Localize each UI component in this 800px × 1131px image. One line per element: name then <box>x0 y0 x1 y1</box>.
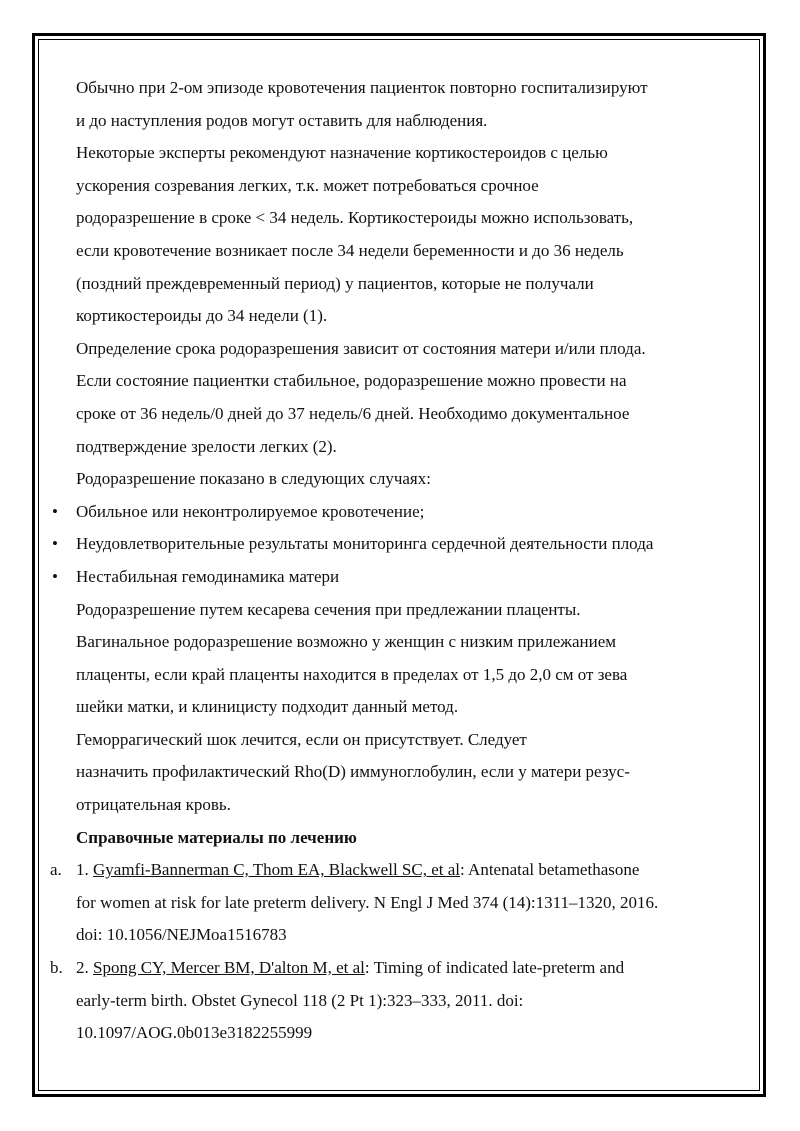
text-line: Некоторые эксперты рекомендуют назначение кортикостероидов с целью <box>76 143 608 163</box>
text-line: назначить профилактический Rho(D) иммуноглобулин, если у матери резус- <box>76 762 630 782</box>
text-line: если кровотечение возникает после 34 недели беременности и до 36 недель <box>76 240 624 260</box>
text-line: подтверждение зрелости легких (2). <box>76 436 337 456</box>
text-line: сроке от 36 недель/0 дней до 37 недель/6 дней. Необходимо документальное <box>76 403 630 423</box>
text-line: и до наступления родов могут оставить для наблюдения. <box>76 110 488 130</box>
reference-doi: doi: 10.1056/NEJMoa1516783 <box>76 925 287 945</box>
bullet-item <box>52 496 736 529</box>
text-line: Если состояние пациентки стабильное, родоразрешение можно провести на <box>76 371 627 391</box>
reference-title: : Timing of indicated late-preterm and <box>364 958 625 978</box>
reference-item <box>50 952 736 985</box>
text-line: ускорения созревания легких, т.к. может потребоваться срочное <box>76 175 539 195</box>
text-line: (поздний преждевременный период) у пациентов, которые не получали <box>76 273 594 293</box>
bullet-icon: • <box>52 566 58 586</box>
reference-authors-link[interactable]: Spong CY, Mercer BM, D'alton M, et al <box>93 958 365 978</box>
text-line: Определение срока родоразрешения зависит от состояния матери и/или плода. <box>76 338 646 358</box>
text-line: кортикостероиды до 34 недели (1). <box>76 306 328 326</box>
text-line: Вагинальное родоразрешение возможно у женщин с низким прилежанием <box>76 632 617 652</box>
text-line: Родоразрешение показано в следующих случаях: <box>76 469 431 489</box>
list-marker: a. <box>50 860 62 880</box>
text-line: родоразрешение в сроке < 34 недель. Кортикостероиды можно использовать, <box>76 208 634 228</box>
reference-continuation: early-term birth. Obstet Gynecol 118 (2 Pt 1):323–333, 2011. doi: <box>76 990 524 1010</box>
reference-continuation: for women at risk for late preterm delivery. N Engl J Med 374 (14):1311–1320, 2016. <box>76 892 659 912</box>
bullet-icon: • <box>52 534 58 554</box>
text-line: шейки матки, и клиницисту подходит данный метод. <box>76 697 459 717</box>
bullet-text: Нестабильная гемодинамика матери <box>76 566 340 586</box>
bullet-text: Неудовлетворительные результаты мониторинга сердечной деятельности плода <box>76 534 654 554</box>
reference-title: : Antenatal betamethasone <box>460 860 640 880</box>
bullet-item <box>52 561 736 594</box>
reference-number: 2. <box>76 958 89 978</box>
bullet-icon: • <box>52 501 58 521</box>
text-line: Родоразрешение путем кесарева сечения при предлежании плаценты. <box>76 599 581 619</box>
reference-authors-link[interactable]: Gyamfi-Bannerman C, Thom EA, Blackwell SC, et al <box>93 860 461 880</box>
document-body <box>50 72 736 1050</box>
text-line: плаценты, если край плаценты находится в пределах от 1,5 до 2,0 см от зева <box>76 664 628 684</box>
reference-number: 1. <box>76 860 89 880</box>
reference-doi: 10.1097/AOG.0b013e3182255999 <box>76 1023 313 1043</box>
text-line: отрицательная кровь. <box>76 795 231 815</box>
reference-item <box>50 854 736 887</box>
bullet-text: Обильное или неконтролируемое кровотечение; <box>76 501 425 521</box>
text-line: Обычно при 2-ом эпизоде кровотечения пациенток повторно госпитализируют <box>76 78 648 97</box>
bullet-item <box>52 528 736 561</box>
text-line: Геморрагический шок лечится, если он присутствует. Следует <box>76 729 527 749</box>
references-heading: Справочные материалы по лечению <box>76 827 357 847</box>
list-marker: b. <box>50 958 63 978</box>
